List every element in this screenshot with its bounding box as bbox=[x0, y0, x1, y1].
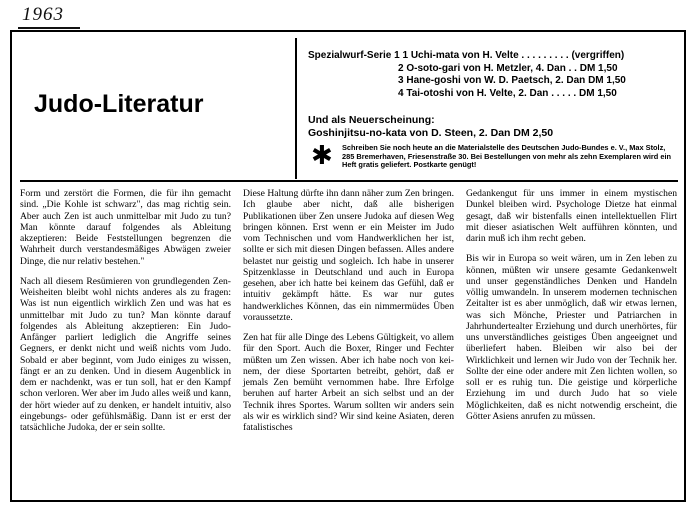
catalog-row bbox=[308, 88, 678, 101]
horizontal-divider bbox=[20, 180, 678, 182]
catalog-item-text: O-soto-gari von H. Metzler, 4. Dan bbox=[406, 62, 566, 74]
article-frame bbox=[10, 30, 686, 502]
catalog-item-price: (vergriffen) bbox=[571, 50, 625, 61]
catalog-item-text: Uchi-mata von H. Velte bbox=[410, 50, 519, 61]
catalog-item-num: 1 bbox=[402, 50, 409, 61]
frame-inner bbox=[12, 32, 684, 500]
order-notice: Schreiben Sie noch heute an die Materialstelle des Deutschen Judo-Bundes e. V., Max Stolz, 285 Bremerhaven, Friesenstraße 30. Bei Bestellungen von mehr als zehn Exemplaren wird ein Heft gratis geliefert. Postkarte genügt! bbox=[342, 143, 672, 170]
catalog-item-dots: . . . . . bbox=[551, 87, 579, 99]
catalog-list bbox=[308, 50, 678, 100]
paragraph: Gedankengut für uns immer in einem mystischen Dunkel bleiben wird. Psychologe Dietze hat einmal gesagt, daß wir bistenfalls einen intellektuellen Flirt mit dieser asiatischen Welt aufführen könnten, und darin muß ich ihm recht geben. bbox=[466, 188, 677, 244]
catalog-item-num: 3 bbox=[398, 75, 404, 87]
catalog-item-num: 2 bbox=[398, 62, 404, 74]
year-label: 1963 bbox=[22, 4, 64, 25]
header-section bbox=[20, 38, 676, 180]
year-underline bbox=[18, 27, 80, 29]
paragraph: Zen hat für alle Dinge des Lebens Gültigkeit, vo allem für den Sport. Auch die Boxer, Ringer und Fechter müßten um Zen wissen. Aber ich habe noch von keinem, der diese Sportarten betreibt, gehört, daß er jemals Zen bemüht vernommen habe. Ihre Erfolge beruhen auf harter Arbeit an sich selbst und an der Technik ihres Sportes. Warum sollten wir anders sein als wir es wirklich sind? Wir sind keine Asiaten, deren fatalistisches bbox=[243, 332, 454, 433]
vertical-divider bbox=[295, 38, 297, 179]
column-2 bbox=[243, 188, 454, 433]
new-release-item bbox=[308, 127, 553, 139]
new-release-price: DM 2,50 bbox=[513, 127, 554, 139]
catalog-item-dots: . . bbox=[568, 62, 580, 74]
paragraph: Nach all diesem Resümieren von grundlegenden Zen-Weisheiten bleibt wohl nichts anderes als zu fragen: Was ist nun eigentlich wirklich Zen und was hat es unmittelbar mit Judo zu tun? Man könnte darauf folgendes als Ableitung akzeptieren: Ein Judo-Anfänger parliert lediglich die Angriffe seines Gegners, er denkt nicht und weiß nichts vom Judo. Sobald er aber beginnt, vom Judo einiges zu wissen, fängt er an zu denken. Und in diesem Augenblick in dem er nachdenkt, was er tun soll, hat er den Kampf schon verloren. Wer aber im Judo alles weiß und kann, der hört wieder auf zu denken, er handelt intuitiv, also eingebungs- oder gefühlsmäßig. Dann ist er erst der tatsächliche Judoka, der er sein sollte. bbox=[20, 275, 231, 433]
new-release-heading: Und als Neuerscheinung: bbox=[308, 114, 435, 126]
catalog-item-dots: . . . . . . . . . bbox=[521, 50, 572, 61]
column-3 bbox=[466, 188, 677, 433]
series-label: Spezialwurf-Serie 1 bbox=[308, 50, 400, 61]
star-asterisk-icon: ✱ bbox=[311, 141, 333, 171]
catalog-item-text: Tai-otoshi von H. Velte, 2. Dan bbox=[406, 87, 549, 99]
paragraph: Form und zerstört die Formen, die für ihn gemacht sind. „Die Kohle ist schwarz", das mag richtig sein. Aber auch Zen ist auch unmittelbar mit Judo zu tun? Man könnte darauf folgendes als Ableitung akzeptieren: Beide Feststellungen begrenzen die Wahrheit durch verstandesmäßiges Abwägen zweier Dinge, die nur relativ bestehen." bbox=[20, 188, 231, 267]
column-1 bbox=[20, 188, 231, 433]
catalog-item-text: Hane-goshi von W. D. Paetsch, 2. Dan bbox=[406, 75, 586, 87]
paragraph: Diese Haltung dürfte ihn dann näher zum Zen bringen. Ich glaube aber nicht, daß alle bisherigen Publikationen über Zen unsere Judoka auf diesen Weg bringen können. Erst wenn er ein Meister im Judo vom Technischen und vom Handwerklichen her ist, sollte er sich mit diesen Dingen befassen. Alles andere belastet nur geistig und sogleich. Ich habe in unserer Spitzenklasse in Deutschland und auch in Europa gesehen, aber ich hatte bei keinem das Gefühl, daß er intuitiv gekämpft hätte. Es war nur gutes handwerkliches Können, das ein nimmermüdes Üben voraussetzte. bbox=[243, 188, 454, 323]
paragraph: Bis wir in Europa so weit wären, um in Zen leben zu können, müßten wir unsere gesamte Gedankenwelt und unser gegenständliches Denken und Handeln völlig umwandeln. In unserem modernen technischen Zeitalter ist es aber unmöglich, daß wir etwas lernen, was sich Mönche, Priester und Patriarchen in Jahrhundertealter Erziehung und durch unerhörtes, für uns unverständliches geistiges Üben angeeignet und überliefert haben. Bleiben wir also bei der Wirklichkeit und lernen wir Judo von der Technik her. Sollte der eine oder andere mit Zen lichten wollen, so soll er es ruhig tun. Die geistige und körperliche Erziehung im und durch Judo hat so viele Möglichkeiten, daß es nicht notwendig erscheint, die Götter Asiens anrufen zu müssen. bbox=[466, 253, 677, 422]
catalog-item-num: 4 bbox=[398, 87, 404, 99]
catalog-row bbox=[308, 50, 678, 63]
catalog-row bbox=[308, 75, 678, 88]
article-columns bbox=[20, 188, 678, 433]
new-release-text: Goshinjitsu-no-kata von D. Steen, 2. Dan bbox=[308, 127, 511, 139]
catalog-item-price: DM 1,50 bbox=[578, 87, 617, 99]
page-title: Judo-Literatur bbox=[34, 90, 204, 118]
catalog-item-price: DM 1,50 bbox=[588, 75, 626, 87]
catalog-item-price: DM 1,50 bbox=[579, 62, 618, 74]
catalog-row bbox=[308, 63, 678, 76]
